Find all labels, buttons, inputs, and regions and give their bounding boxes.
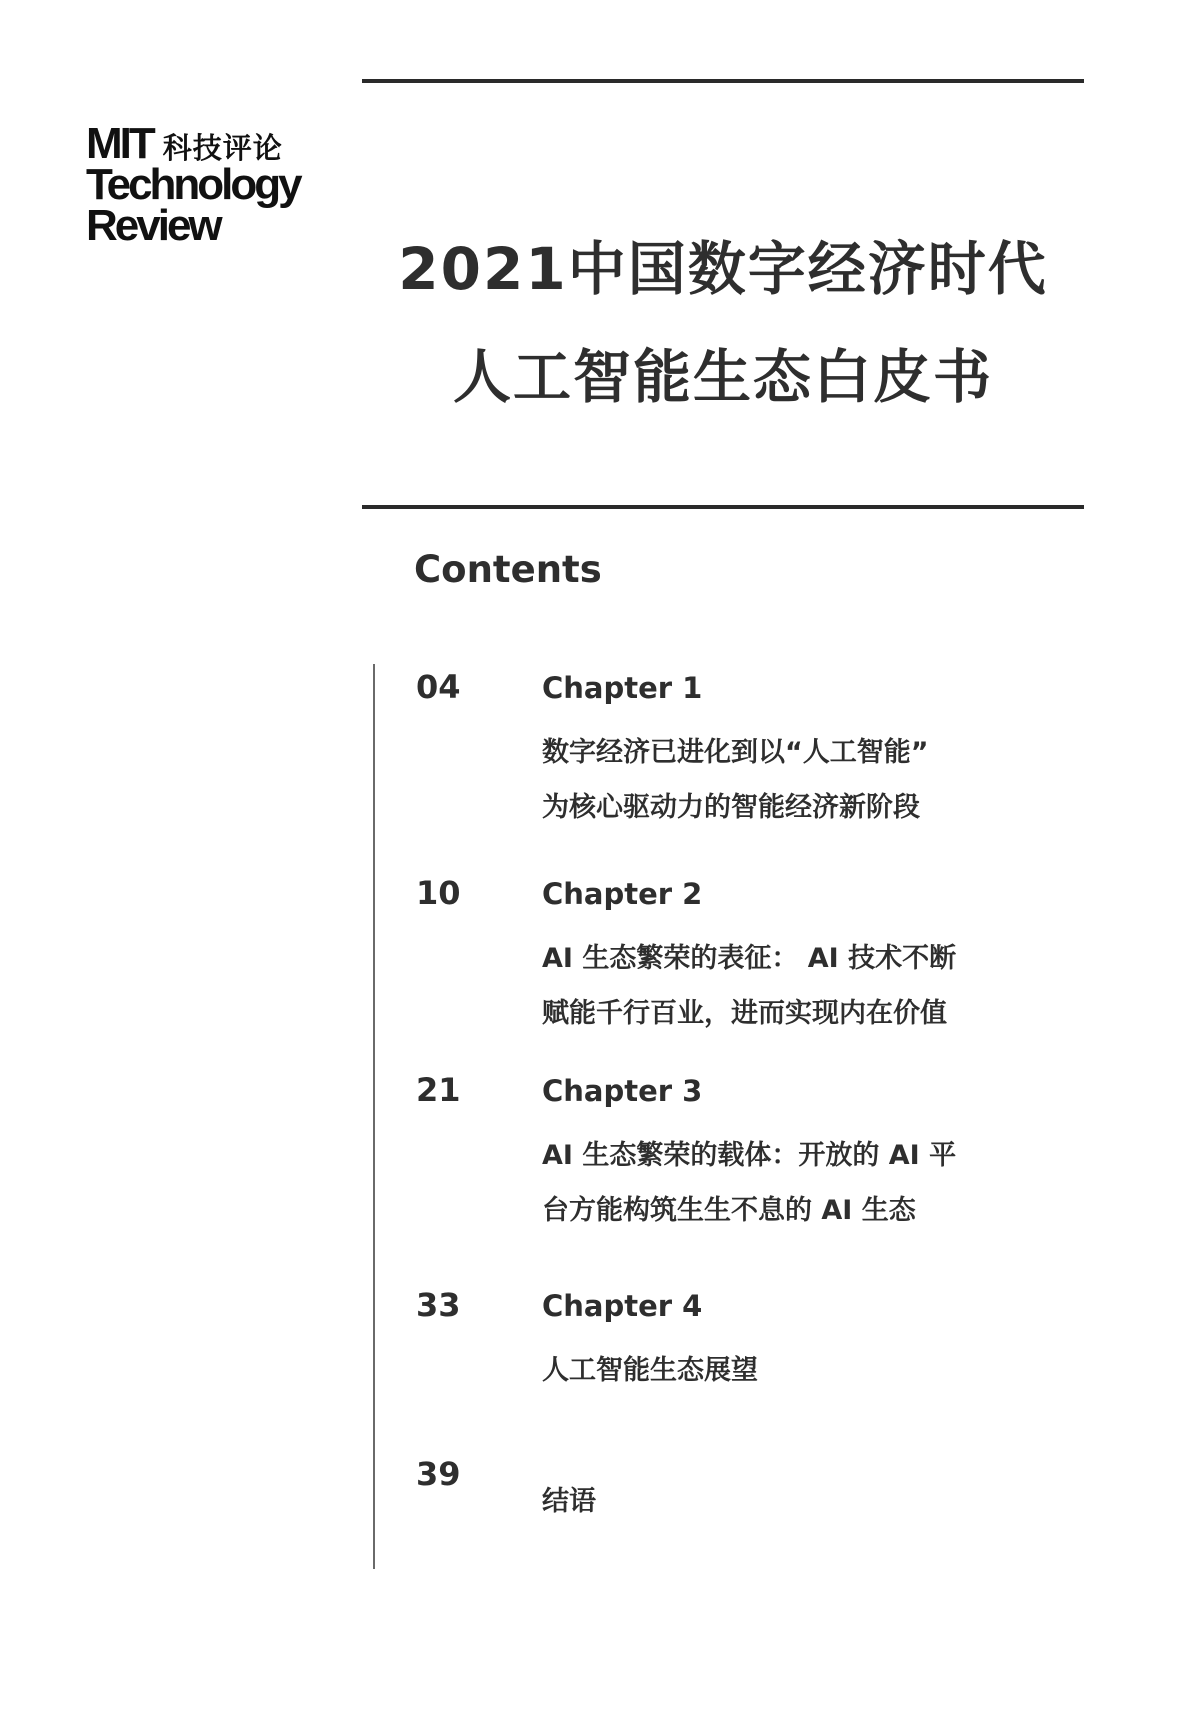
toc-chapter-title-line-1: AI 生态繁荣的表征： AI 技术不断 bbox=[542, 943, 957, 974]
toc-chapter-title-line-2: 台方能构筑生生不息的 AI 生态 bbox=[542, 1195, 916, 1226]
toc-chapter-title-line-1: AI 生态繁荣的载体：开放的 AI 平 bbox=[542, 1140, 957, 1171]
toc-chapter-title-line-1: 数字经济已进化到以“人工智能” bbox=[542, 737, 929, 768]
top-divider bbox=[362, 79, 1084, 83]
toc-page-number: 21 bbox=[416, 1071, 461, 1109]
toc-page-number: 33 bbox=[416, 1286, 461, 1324]
toc-chapter-title-line-2: 赋能千行百业，进而实现内在价值 bbox=[542, 998, 947, 1029]
toc-page-number: 10 bbox=[416, 874, 461, 912]
logo-technology-text: Technology bbox=[86, 160, 300, 209]
toc-chapter-label: Chapter 2 bbox=[542, 877, 703, 911]
middle-divider bbox=[362, 505, 1084, 509]
toc-chapter-title-line-1: 人工智能生态展望 bbox=[542, 1355, 758, 1386]
toc-chapter-label: Chapter 1 bbox=[542, 671, 703, 705]
toc-page-number: 39 bbox=[416, 1455, 461, 1493]
logo-review-text: Review bbox=[86, 201, 220, 250]
toc-chapter-title-line-1: 结语 bbox=[542, 1486, 596, 1517]
page-title-line-2: 人工智能生态白皮书 bbox=[452, 343, 993, 411]
toc-chapter-label: Chapter 4 bbox=[542, 1289, 703, 1323]
contents-heading: Contents bbox=[414, 548, 602, 591]
logo-chinese-text: 科技评论 bbox=[162, 131, 283, 165]
logo-mit-text: MIT bbox=[86, 119, 153, 168]
toc-chapter-label: Chapter 3 bbox=[542, 1074, 703, 1108]
page-title-line-1: 2021中国数字经济时代 bbox=[398, 235, 1048, 303]
toc-chapter-title-line-2: 为核心驱动力的智能经济新阶段 bbox=[542, 792, 920, 823]
toc-page-number: 04 bbox=[416, 668, 461, 706]
toc-vertical-line bbox=[373, 664, 375, 1569]
mit-technology-review-logo bbox=[86, 119, 356, 250]
